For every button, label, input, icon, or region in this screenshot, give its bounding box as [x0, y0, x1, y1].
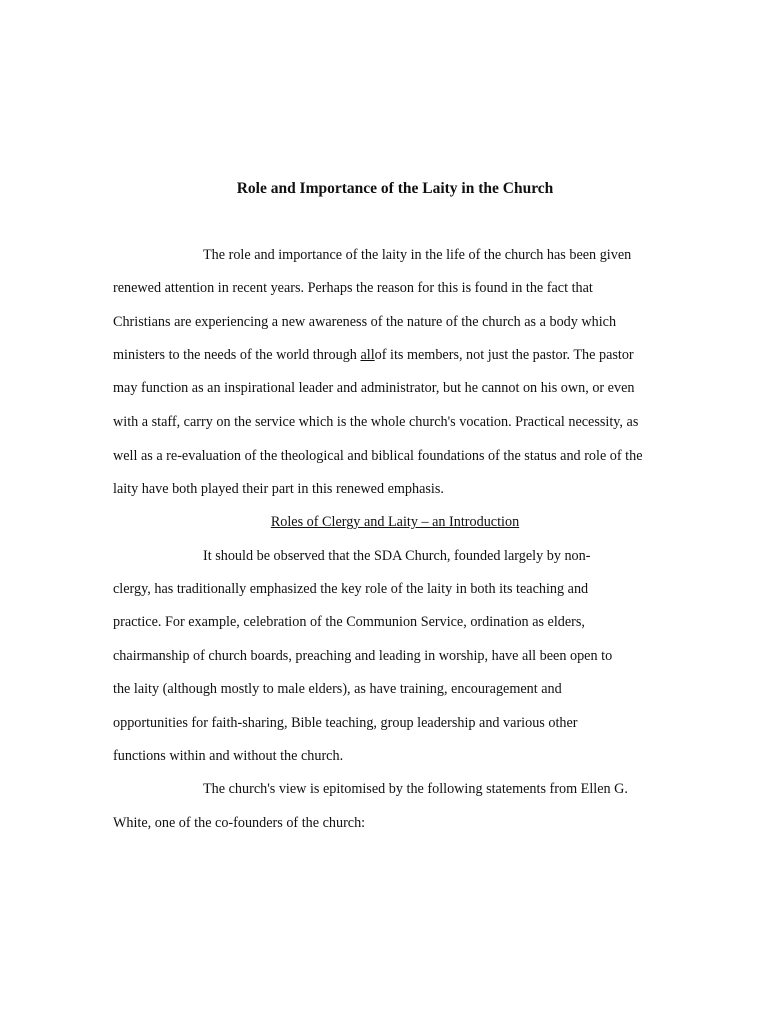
para2-line-5: the laity (although mostly to male elders), as have training, encouragement and: [113, 681, 562, 697]
para1-line-4-end: of its members, not just the pastor. The pastor: [374, 347, 634, 363]
para3-line-2: White, one of the co-founders of the church:: [113, 815, 366, 831]
para1-line-7: well as a re-evaluation of the theological and biblical foundations of the status and role of the: [113, 448, 643, 464]
para1-line-3: Christians are experiencing a new awareness of the nature of the church as a body which: [113, 314, 617, 330]
para1-line-1: The role and importance of the laity in the life of the church has been given: [203, 247, 632, 263]
para2-line-4: chairmanship of church boards, preaching and leading in worship, have all been open to: [113, 648, 613, 664]
para1-line-4-start: ministers to the needs of the world through: [113, 347, 361, 363]
para1-line-5: may function as an inspirational leader and administrator, but he cannot on his own, or even: [113, 380, 635, 396]
para1-line-2: renewed attention in recent years. Perhaps the reason for this is found in the fact that: [113, 280, 593, 296]
para2-line-7: functions within and without the church.: [113, 748, 344, 764]
document-title: Role and Importance of the Laity in the Church: [236, 180, 554, 197]
section-heading: Roles of Clergy and Laity – an Introduction: [270, 514, 520, 530]
para1-line-8: laity have both played their part in this renewed emphasis.: [113, 481, 444, 497]
para2-line-1: It should be observed that the SDA Church, founded largely by non-: [203, 548, 591, 564]
emphasis-all: all: [360, 347, 375, 363]
para3-line-1: The church's view is epitomised by the following statements from Ellen G.: [203, 781, 628, 797]
para2-line-3: practice. For example, celebration of the Communion Service, ordination as elders,: [113, 614, 585, 630]
para1-line-4: [113, 347, 634, 363]
para2-line-6: opportunities for faith-sharing, Bible teaching, group leadership and various other: [113, 715, 578, 731]
para2-line-2: clergy, has traditionally emphasized the key role of the laity in both its teaching and: [113, 581, 589, 597]
para1-line-6: with a staff, carry on the service which is the whole church's vocation. Practical necessity, as: [113, 414, 639, 430]
